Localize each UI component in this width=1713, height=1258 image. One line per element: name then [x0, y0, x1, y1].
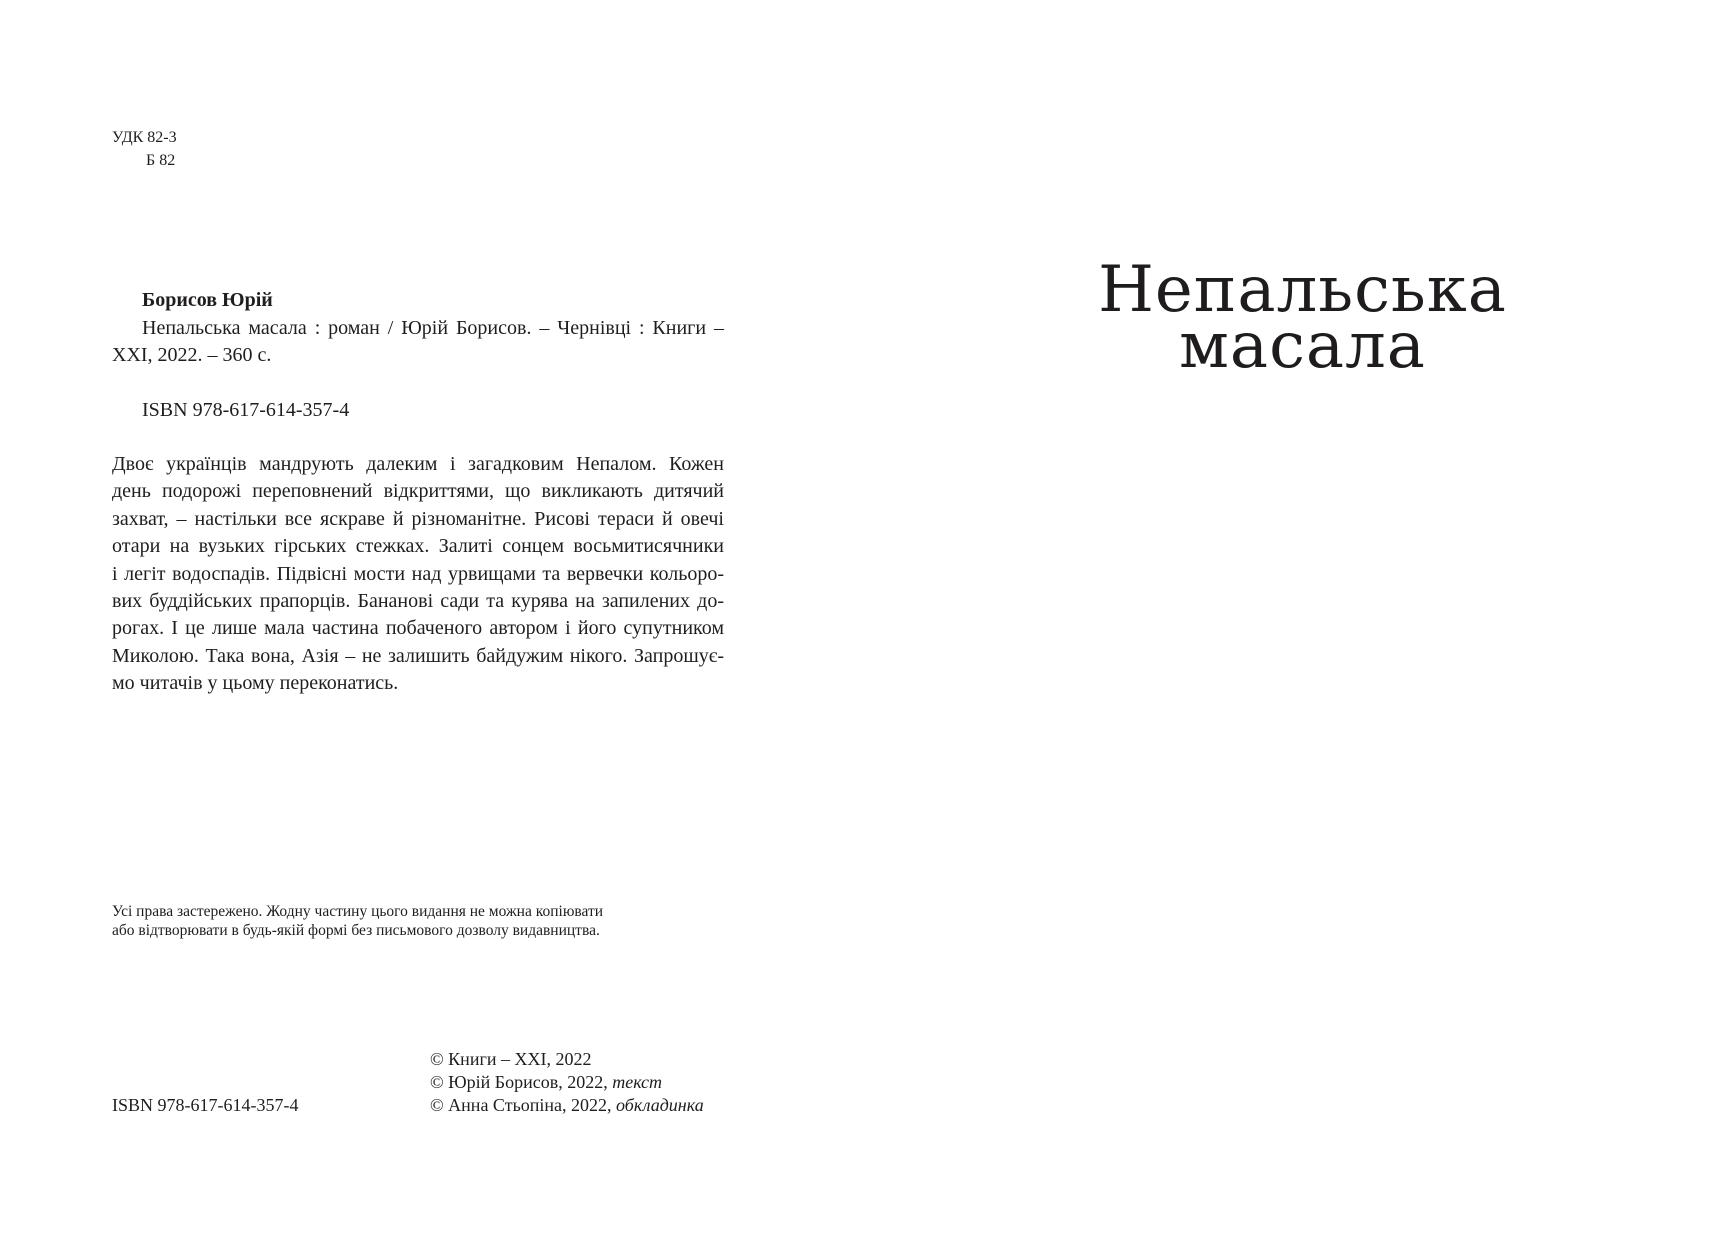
annotation-line: і легіт водоспадів. Підвісні мости над урвищами та вервечки кольоро-	[112, 562, 724, 585]
book-title-line: масала	[1179, 309, 1426, 383]
isbn-bottom: ISBN 978-617-614-357-4	[112, 1095, 299, 1115]
title-page	[860, 0, 1713, 1258]
book-title	[860, 253, 1713, 383]
annotation	[112, 451, 724, 698]
annotation-line: вих буддійських прапорців. Бананові сади та курява на запилених до-	[112, 590, 724, 613]
catalog-description: Непальська масала : роман / Юрій Борисов. – Чернівці : Книги – XXI, 2022. – 360 с.	[112, 316, 724, 366]
annotation-line: захват, – настільки все яскраве й різноманітне. Рисові тераси й овечі	[112, 507, 724, 530]
annotation-line: рогах. І це лише мала частина побаченого автором і його супутником	[112, 617, 724, 640]
annotation-line: день подорожі переповнений відкриттями, що викликають дитячий	[112, 480, 724, 503]
catalog-author: Борисов Юрій	[142, 289, 273, 311]
book-title-line: Непальська	[1098, 253, 1507, 327]
copyright-publisher: © Книги – XXI, 2022	[430, 1049, 592, 1069]
classification-codes	[112, 126, 177, 172]
annotation-line: отари на вузьких гірських стежках. Залиті сонцем восьмитисячники	[112, 535, 724, 558]
catalog-isbn: ISBN 978-617-614-357-4	[142, 398, 350, 421]
annotation-line: мо читачів у цьому переконатись.	[112, 672, 399, 695]
copyright-author-role: текст	[612, 1072, 662, 1092]
bbk-code: Б 82	[146, 152, 176, 169]
rights-line: або відтворювати в будь-якій формі без письмового дозволу видавництва.	[112, 922, 600, 939]
copyright-author-prefix: © Юрій Борисов, 2022,	[430, 1072, 613, 1092]
copyright-cover-prefix: © Анна Стьопіна, 2022,	[430, 1095, 617, 1115]
copyright-cover-role: обкладинка	[616, 1095, 704, 1115]
udk-code: УДК 82-3	[112, 129, 177, 146]
rights-line: Усі права застережено. Жодну частину цього видання не можна копіювати	[112, 903, 604, 920]
copyright-block	[430, 1048, 704, 1117]
rights-notice	[112, 902, 712, 940]
annotation-line: Миколою. Така вона, Азія – не залишить байдужим нікого. Запрошує-	[112, 644, 724, 667]
copyright-cover	[430, 1094, 704, 1117]
copyright-author	[430, 1071, 704, 1094]
catalog-record	[112, 287, 724, 424]
annotation-line: Двоє українців мандрують далеким і загадковим Непалом. Кожен	[112, 453, 724, 475]
